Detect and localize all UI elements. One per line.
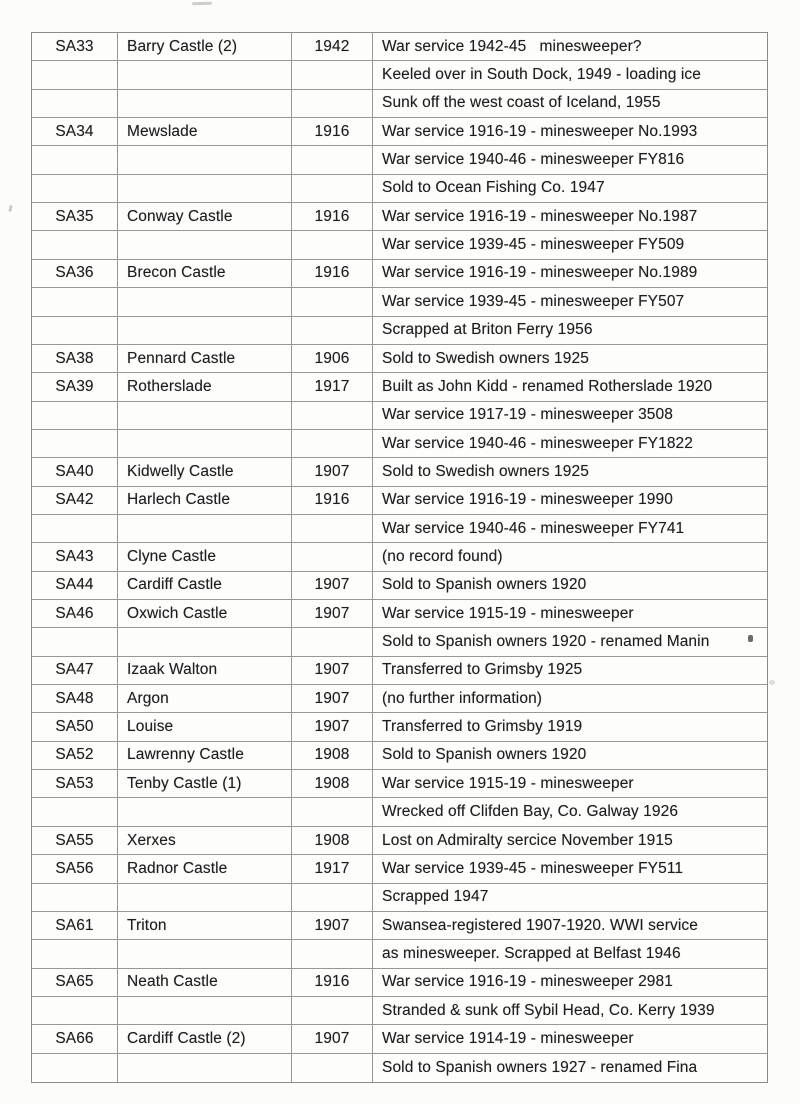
year-cell: 1916	[292, 260, 373, 287]
notes-cell: War service 1916-19 - minesweeper No.1989	[382, 264, 698, 282]
year-cell: 1916	[292, 203, 373, 230]
ship-name-cell: Lawrenny Castle	[118, 742, 292, 769]
table-row	[32, 657, 767, 685]
notes-cell: Stranded & sunk off Sybil Head, Co. Kerry 1939	[382, 1001, 715, 1019]
notes-cell: War service 1916-19 - minesweeper 1990	[382, 491, 673, 509]
year-cell	[292, 90, 373, 117]
registration-cell	[32, 1054, 118, 1082]
notes-cell: War service 1940-46 - minesweeper FY816	[382, 151, 685, 169]
table-row	[32, 543, 767, 571]
year-cell	[292, 628, 373, 655]
notes-cell: War service 1939-45 - minesweeper FY507	[382, 292, 685, 310]
notes-cell: Sold to Spanish owners 1927 - renamed Fina	[382, 1058, 698, 1076]
scan-artifact	[8, 205, 12, 212]
ship-name-cell: Argon	[118, 685, 292, 712]
notes-cell: War service 1916-19 - minesweeper No.1993	[382, 122, 698, 140]
year-cell	[292, 1054, 373, 1082]
ship-name-cell: Barry Castle (2)	[118, 33, 292, 60]
year-cell: 1916	[292, 118, 373, 145]
scan-artifact	[769, 680, 775, 685]
table-row	[32, 940, 767, 968]
registration-cell	[32, 402, 118, 429]
notes-cell: War service 1914-19 - minesweeper	[382, 1029, 634, 1047]
registration-cell: SA66	[32, 1025, 118, 1052]
notes-cell: Scrapped 1947	[382, 888, 489, 906]
table-row	[32, 969, 767, 997]
year-cell: 1908	[292, 770, 373, 797]
registration-cell	[32, 515, 118, 542]
notes-cell: Sold to Ocean Fishing Co. 1947	[382, 179, 605, 197]
notes-cell: War service 1939-45 - minesweeper FY511	[382, 859, 684, 877]
year-cell: 1916	[292, 487, 373, 514]
ship-name-cell: Clyne Castle	[118, 543, 292, 570]
ship-name-cell: Cardiff Castle (2)	[118, 1025, 292, 1052]
table-row	[32, 373, 767, 401]
year-cell	[292, 940, 373, 967]
registration-cell	[32, 940, 118, 967]
table-row	[32, 487, 767, 515]
year-cell: 1908	[292, 827, 373, 854]
ship-name-cell	[118, 884, 292, 911]
registration-cell: SA43	[32, 543, 118, 570]
notes-cell: War service 1940-46 - minesweeper FY741	[382, 519, 685, 537]
table-row	[32, 317, 767, 345]
notes-cell: War service 1917-19 - minesweeper 3508	[382, 406, 673, 424]
notes-cell: Sunk off the west coast of Iceland, 1955	[382, 94, 661, 112]
registration-cell	[32, 317, 118, 344]
ship-name-cell	[118, 231, 292, 258]
table-row	[32, 855, 767, 883]
table-row	[32, 572, 767, 600]
registration-cell: SA65	[32, 969, 118, 996]
year-cell: 1916	[292, 969, 373, 996]
registration-cell	[32, 884, 118, 911]
ship-name-cell	[118, 430, 292, 457]
ship-name-cell	[118, 997, 292, 1024]
ship-name-cell: Oxwich Castle	[118, 600, 292, 627]
ship-name-cell: Triton	[118, 912, 292, 939]
registration-cell	[32, 61, 118, 88]
ship-name-cell: Izaak Walton	[118, 657, 292, 684]
year-cell	[292, 402, 373, 429]
table-row	[32, 175, 767, 203]
year-cell	[292, 231, 373, 258]
table-row	[32, 827, 767, 855]
ship-name-cell	[118, 175, 292, 202]
registration-cell: SA52	[32, 742, 118, 769]
notes-cell: War service 1915-19 - minesweeper	[382, 604, 634, 622]
notes-cell: War service 1916-19 - minesweeper No.1987	[382, 207, 698, 225]
year-cell: 1907	[292, 572, 373, 599]
registration-cell	[32, 175, 118, 202]
registration-cell: SA36	[32, 260, 118, 287]
table-row	[32, 402, 767, 430]
year-cell: 1942	[292, 33, 373, 60]
notes-cell: Keeled over in South Dock, 1949 - loading ice	[382, 66, 702, 84]
year-cell	[292, 317, 373, 344]
ship-name-cell	[118, 146, 292, 173]
registration-cell	[32, 231, 118, 258]
ship-name-cell: Rotherslade	[118, 373, 292, 400]
ship-registry-table	[31, 32, 768, 1083]
ship-name-cell	[118, 515, 292, 542]
year-cell	[292, 543, 373, 570]
table-row	[32, 33, 767, 61]
ship-name-cell	[118, 61, 292, 88]
registration-cell: SA46	[32, 600, 118, 627]
year-cell	[292, 61, 373, 88]
year-cell	[292, 997, 373, 1024]
registration-cell	[32, 997, 118, 1024]
registration-cell	[32, 288, 118, 315]
notes-cell: as minesweeper. Scrapped at Belfast 1946	[382, 944, 681, 962]
table-row	[32, 146, 767, 174]
notes-cell: Sold to Swedish owners 1925	[382, 462, 589, 480]
ship-name-cell: Kidwelly Castle	[118, 458, 292, 485]
table-row	[32, 742, 767, 770]
notes-cell: Scrapped at Briton Ferry 1956	[382, 321, 593, 339]
year-cell: 1917	[292, 373, 373, 400]
ship-name-cell: Xerxes	[118, 827, 292, 854]
table-row	[32, 1054, 767, 1082]
year-cell: 1907	[292, 685, 373, 712]
registration-cell: SA44	[32, 572, 118, 599]
year-cell	[292, 430, 373, 457]
table-row	[32, 260, 767, 288]
ship-name-cell	[118, 288, 292, 315]
table-row	[32, 997, 767, 1025]
ship-name-cell	[118, 402, 292, 429]
notes-cell: War service 1942-45 minesweeper?	[382, 37, 642, 55]
year-cell: 1907	[292, 713, 373, 740]
table-row	[32, 600, 767, 628]
notes-cell: (no further information)	[382, 689, 543, 707]
year-cell	[292, 288, 373, 315]
ship-name-cell: Harlech Castle	[118, 487, 292, 514]
notes-cell: Sold to Swedish owners 1925	[382, 349, 589, 367]
registration-cell	[32, 798, 118, 825]
registration-cell: SA38	[32, 345, 118, 372]
year-cell	[292, 798, 373, 825]
year-cell: 1906	[292, 345, 373, 372]
ship-name-cell	[118, 940, 292, 967]
notes-cell: Transferred to Grimsby 1919	[382, 718, 583, 736]
ship-name-cell	[118, 317, 292, 344]
ship-name-cell: Cardiff Castle	[118, 572, 292, 599]
table-row	[32, 912, 767, 940]
notes-cell: War service 1916-19 - minesweeper 2981	[382, 973, 673, 991]
notes-cell: Sold to Spanish owners 1920 - renamed Manin	[382, 633, 710, 651]
notes-cell: Swansea-registered 1907-1920. WWI service	[382, 916, 698, 934]
table-row	[32, 118, 767, 146]
notes-cell: (no record found)	[382, 547, 503, 565]
registration-cell: SA56	[32, 855, 118, 882]
ship-name-cell: Radnor Castle	[118, 855, 292, 882]
registration-cell: SA33	[32, 33, 118, 60]
year-cell: 1907	[292, 1025, 373, 1052]
ship-name-cell: Pennard Castle	[118, 345, 292, 372]
ship-name-cell	[118, 628, 292, 655]
ship-name-cell: Mewslade	[118, 118, 292, 145]
notes-cell: War service 1940-46 - minesweeper FY1822	[382, 434, 693, 452]
year-cell: 1907	[292, 600, 373, 627]
registration-cell: SA53	[32, 770, 118, 797]
registration-cell: SA50	[32, 713, 118, 740]
ship-name-cell: Neath Castle	[118, 969, 292, 996]
notes-cell: War service 1915-19 - minesweeper	[382, 774, 634, 792]
ship-name-cell	[118, 90, 292, 117]
scan-artifact	[192, 2, 212, 6]
table-row	[32, 515, 767, 543]
table-row	[32, 1025, 767, 1053]
registration-cell: SA40	[32, 458, 118, 485]
notes-cell: Wrecked off Clifden Bay, Co. Galway 1926	[382, 803, 679, 821]
year-cell	[292, 175, 373, 202]
registration-cell: SA61	[32, 912, 118, 939]
ship-name-cell	[118, 1054, 292, 1082]
registration-cell	[32, 430, 118, 457]
table-row	[32, 203, 767, 231]
registration-cell	[32, 90, 118, 117]
year-cell	[292, 515, 373, 542]
notes-cell: Sold to Spanish owners 1920	[382, 746, 587, 764]
table-row	[32, 770, 767, 798]
ship-name-cell: Conway Castle	[118, 203, 292, 230]
year-cell	[292, 884, 373, 911]
table-row	[32, 458, 767, 486]
table-row	[32, 798, 767, 826]
registration-cell: SA55	[32, 827, 118, 854]
registration-cell: SA34	[32, 118, 118, 145]
notes-cell: Built as John Kidd - renamed Rotherslade 1920	[382, 377, 713, 395]
registration-cell	[32, 146, 118, 173]
table-row	[32, 345, 767, 373]
registration-cell: SA39	[32, 373, 118, 400]
ship-name-cell: Tenby Castle (1)	[118, 770, 292, 797]
table-row	[32, 430, 767, 458]
notes-cell: Sold to Spanish owners 1920	[382, 576, 587, 594]
year-cell: 1908	[292, 742, 373, 769]
year-cell: 1917	[292, 855, 373, 882]
notes-cell: Transferred to Grimsby 1925	[382, 661, 583, 679]
table-row	[32, 61, 767, 89]
notes-cell: Lost on Admiralty sercice November 1915	[382, 831, 673, 849]
table-row	[32, 628, 767, 656]
table-row	[32, 231, 767, 259]
registration-cell: SA42	[32, 487, 118, 514]
year-cell: 1907	[292, 458, 373, 485]
table-row	[32, 713, 767, 741]
registration-cell: SA48	[32, 685, 118, 712]
registration-cell: SA47	[32, 657, 118, 684]
table-row	[32, 884, 767, 912]
ship-name-cell: Louise	[118, 713, 292, 740]
notes-cell: War service 1939-45 - minesweeper FY509	[382, 236, 685, 254]
year-cell	[292, 146, 373, 173]
year-cell: 1907	[292, 912, 373, 939]
registration-cell	[32, 628, 118, 655]
table-row	[32, 685, 767, 713]
table-row	[32, 288, 767, 316]
registration-cell: SA35	[32, 203, 118, 230]
ship-name-cell	[118, 798, 292, 825]
table-row	[32, 90, 767, 118]
year-cell: 1907	[292, 657, 373, 684]
ship-name-cell: Brecon Castle	[118, 260, 292, 287]
